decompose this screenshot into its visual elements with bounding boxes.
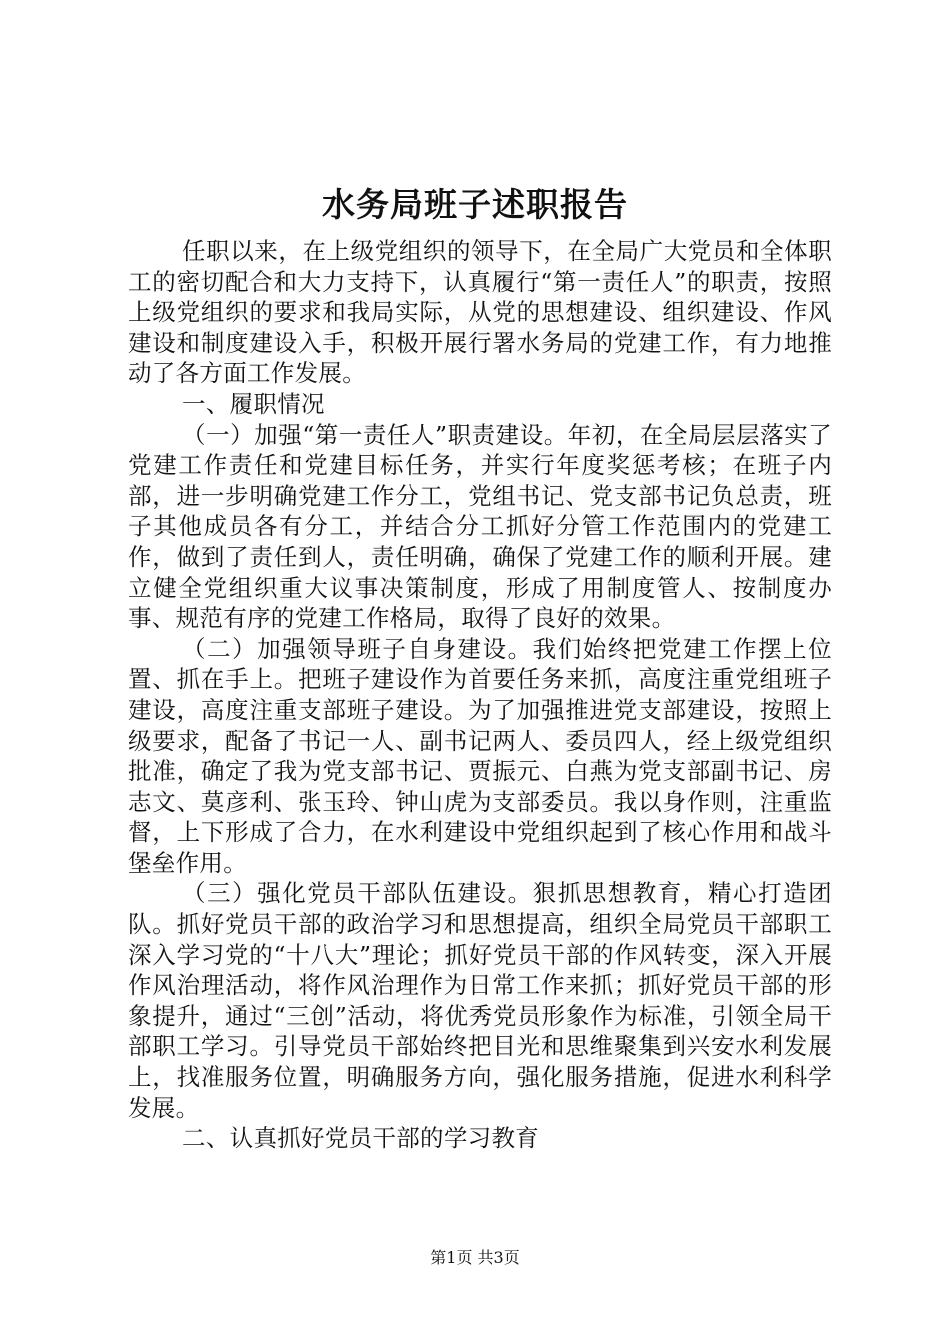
paragraph-sub-3: （三）强化党员干部队伍建设。狠抓思想教育，精心打造团队。抓好党员干部的政治学习和思想提高，组织全局党员干部职工深入学习党的“十八大”理论；抓好党员干部的作风转变，深入开展作风治理活动，将作风治理作为日常工作来抓；抓好党员干部的形象提升，通过“三创”活动，将优秀党员形象作为标准，引领全局干部职工学习。引导党员干部始终把目光和思维聚集到兴安水利发展上，找准服务位置，明确服务方向，强化服务措施，促进水利科学发展。 (128, 879, 832, 1122)
document-title: 水务局班子述职报告 (322, 185, 628, 224)
document-body (128, 236, 832, 1154)
paragraph-sub-2: （二）加强领导班子自身建设。我们始终把党建工作摆上位置、抓在手上。把班子建设作为首要任务来抓，高度注重党组班子建设，高度注重支部班子建设。为了加强推进党支部建设，按照上级要求，配备了书记一人、副书记两人、委员四人，经上级党组织批准，确定了我为党支部书记、贾振元、白燕为党支部副书记、房志文、莫彦利、张玉玲、钟山虎为支部委员。我以身作则，注重监督，上下形成了合力，在水利建设中党组织起到了核心作用和战斗堡垒作用。 (128, 634, 832, 877)
section-heading-1: 一、履职情况 (182, 389, 325, 418)
paragraph-intro: 任职以来，在上级党组织的领导下，在全局广大党员和全体职工的密切配合和大力支持下，认真履行“第一责任人”的职责，按照上级党组织的要求和我局实际，从党的思想建设、组织建设、作风建设和制度建设入手，积极开展行署水务局的党建工作，有力地推动了各方面工作发展。 (128, 237, 832, 388)
page-footer: 第1页 共3页 (430, 1248, 520, 1267)
section-heading-2: 二、认真抓好党员干部的学习教育 (182, 1124, 540, 1153)
paragraph-sub-1: （一）加强“第一责任人”职责建设。年初，在全局层层落实了党建工作责任和党建目标任务，并实行年度奖惩考核；在班子内部，进一步明确党建工作分工，党组书记、党支部书记负总责，班子其他成员各有分工，并结合分工抓好分管工作范围内的党建工作，做到了责任到人，责任明确，确保了党建工作的顺利开展。建立健全党组织重大议事决策制度，形成了用制度管人、按制度办事、规范有序的党建工作格局，取得了良好的效果。 (128, 420, 832, 633)
